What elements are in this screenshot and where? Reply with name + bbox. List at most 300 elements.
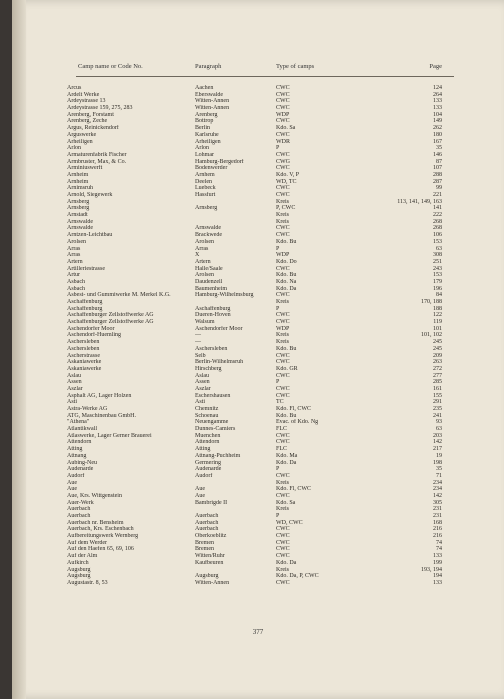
camp-name-cell: Atting	[67, 446, 83, 453]
paragraph-cell: Arnsberg	[195, 205, 218, 212]
camp-type-cell: CWC	[276, 265, 290, 272]
paragraph-cell: Selb	[195, 352, 206, 359]
page-cell: 235	[433, 406, 442, 412]
page-cell: 291	[433, 399, 442, 406]
camp-name-cell: Arnsberg	[67, 205, 90, 212]
table-row	[12, 580, 504, 587]
table-row	[12, 179, 504, 186]
page-cell: 234	[433, 486, 442, 493]
table-row	[12, 513, 504, 520]
page-cell: 285	[433, 379, 442, 386]
camp-type-cell: P, CWC	[276, 205, 296, 212]
paragraph-cell: Brackwede	[195, 232, 222, 239]
camp-type-cell: WDP	[276, 325, 290, 332]
table-row	[12, 560, 504, 567]
camp-name-cell: Aschersleben	[67, 345, 100, 352]
paragraph-cell: Bottrop	[195, 118, 214, 125]
table-row	[12, 546, 504, 553]
camp-name-cell: Auerbach, Krs. Eschenbach	[67, 526, 134, 533]
page-cell: 272	[433, 365, 442, 372]
paragraph-cell: Arlon	[195, 145, 209, 152]
table-row	[12, 159, 504, 166]
page-cell: 194	[433, 573, 442, 580]
paragraph-cell: Assen	[195, 379, 210, 386]
table-row	[12, 272, 504, 279]
page-cell: 161	[433, 385, 442, 392]
page-cell: 93	[436, 419, 442, 426]
paragraph-cell: Daudenzell	[195, 278, 223, 285]
camp-type-cell: CWC	[276, 533, 290, 540]
paragraph-cell: Deelen	[195, 178, 212, 185]
table-row	[12, 306, 504, 313]
table-row	[12, 266, 504, 273]
page-cell: 107	[433, 165, 442, 172]
paragraph-cell: Aszlar	[195, 385, 211, 392]
camp-type-cell: CWC	[276, 372, 290, 379]
page-cell: 141	[433, 205, 442, 212]
camp-type-cell: CWC	[276, 292, 290, 299]
paragraph-cell: Aue	[195, 492, 205, 499]
page-cell: 180	[433, 131, 442, 138]
table-row	[12, 312, 504, 319]
camp-type-cell: CWC	[276, 232, 290, 239]
page-cell: 263	[433, 359, 442, 366]
camp-name-cell: Assen	[67, 379, 82, 386]
camp-name-cell: Ascherstrasse	[67, 352, 100, 359]
camp-type-cell: Kdo. Bu	[276, 412, 297, 419]
table-row	[12, 239, 504, 246]
table-row	[12, 172, 504, 179]
page-cell: 63	[436, 245, 442, 252]
camp-name-cell: Argus, Reinickendorf	[67, 125, 119, 132]
page-cell: 305	[433, 499, 442, 506]
camp-name-cell: Augsburg	[67, 566, 91, 573]
table-row	[12, 332, 504, 339]
camp-type-cell: CWC	[276, 352, 290, 359]
table-row	[12, 413, 504, 420]
page-cell: 155	[433, 392, 442, 399]
document-page	[12, 0, 504, 699]
camp-type-cell: Kdo. Sa	[276, 125, 296, 132]
paragraph-cell: Arheiligen	[195, 138, 221, 145]
header-camp-name: Camp name or Code No.	[78, 63, 143, 70]
camp-type-cell: CWC	[276, 312, 290, 319]
camp-name-cell: Ardelt Werke	[67, 91, 100, 98]
paragraph-cell: Aslau	[195, 372, 209, 379]
page-cell: 19	[436, 452, 442, 459]
page-cell: 146	[433, 151, 442, 158]
paragraph-cell: Bremen	[195, 539, 214, 546]
paragraph-cell: Arolsen	[195, 238, 214, 245]
table-row	[12, 480, 504, 487]
camp-type-cell: CWC	[276, 553, 290, 560]
camp-name-cell: Arguswerke	[67, 131, 97, 138]
camp-type-cell: TC	[276, 399, 284, 406]
page-cell: 277	[433, 372, 442, 379]
table-row	[12, 373, 504, 380]
table-row	[12, 500, 504, 507]
table-row	[12, 520, 504, 527]
paragraph-cell: Luebeck	[195, 185, 216, 192]
page-cell: 222	[433, 212, 442, 219]
header-type-of-camps: Type of camps	[276, 63, 315, 70]
camp-name-cell: Arenberg, Forstamt	[67, 111, 114, 118]
paragraph-cell: Auerbach	[195, 519, 219, 526]
camp-type-cell: Kdo. Bu	[276, 272, 297, 279]
camp-name-cell: Astra-Werke AG	[67, 406, 108, 412]
table-row	[12, 353, 504, 360]
camp-name-cell: Arminiuswerft	[67, 165, 103, 172]
page-cell: 262	[433, 125, 442, 132]
paragraph-cell: Aue	[195, 486, 205, 493]
camp-name-cell: Audorf	[67, 472, 85, 479]
camp-name-cell: Arnswalde	[67, 225, 93, 232]
table-row	[12, 326, 504, 333]
table-row	[12, 366, 504, 373]
paragraph-cell: Auerbach	[195, 513, 219, 519]
camp-name-cell: Arolsen	[67, 238, 86, 245]
camp-type-cell: Kdo. Fl, CWC	[276, 486, 312, 493]
page-cell: 63	[436, 426, 442, 433]
table-row	[12, 466, 504, 473]
camp-name-cell: Arlon	[67, 145, 81, 152]
page-cell: 245	[433, 339, 442, 346]
table-row	[12, 132, 504, 139]
paragraph-cell: Oberkoeblitz	[195, 533, 227, 540]
camp-type-cell: CWC	[276, 91, 290, 98]
camp-type-cell: Kdo. Do	[276, 258, 297, 265]
table-row	[12, 433, 504, 440]
paragraph-cell: Witten-Annen	[195, 98, 230, 105]
camp-name-cell: Aschaffenburger Zellstoffwerke AG	[67, 312, 154, 319]
camp-name-cell: Asbach	[67, 285, 85, 292]
page-cell: 179	[433, 278, 442, 285]
table-row	[12, 460, 504, 467]
page-cell: 133	[433, 98, 442, 105]
table-row	[12, 145, 504, 152]
paragraph-cell: Arenberg	[195, 111, 218, 118]
camp-name-cell: Ardeystrasse 159, 275, 283	[67, 105, 133, 112]
paragraph-cell: Witten/Ruhr	[195, 553, 225, 560]
page-cell: 104	[433, 111, 442, 118]
paragraph-cell: Arolsen	[195, 272, 214, 279]
camp-name-cell: Aue	[67, 479, 77, 486]
page-cell: 133	[433, 105, 442, 112]
camp-name-cell: Arnheim	[67, 178, 89, 185]
camp-name-cell: Arnheim	[67, 171, 89, 178]
table-row	[12, 292, 504, 299]
camp-name-cell: Aschaffenburger Zellstoffwerke AG	[67, 319, 154, 326]
camp-type-cell: CWC	[276, 539, 290, 546]
paragraph-cell: Arnhem	[195, 171, 215, 178]
camp-type-cell: CWC	[276, 85, 290, 91]
table-row	[12, 279, 504, 286]
camp-type-cell: P	[276, 379, 280, 386]
camp-name-cell: Attendorn	[67, 439, 92, 446]
camp-type-cell: Kdo. Ma	[276, 452, 298, 459]
camp-type-cell: CWC	[276, 385, 290, 392]
paragraph-cell: Augsburg	[195, 573, 219, 580]
page-cell: 216	[433, 526, 442, 533]
page-cell: 308	[433, 252, 442, 259]
paragraph-cell: Schoenau	[195, 412, 219, 419]
camp-type-cell: Kdo. V, P	[276, 171, 300, 178]
header-page: Page	[429, 63, 442, 70]
paragraph-cell: Berlin-Wilhelmsruh	[195, 359, 244, 366]
camp-type-cell: WD, TC	[276, 178, 297, 185]
camp-name-cell: Aue, Krs. Wittgenstein	[67, 492, 122, 499]
paragraph-cell: Berlin	[195, 125, 210, 132]
page-cell: 101, 102	[421, 332, 442, 339]
table-row	[12, 540, 504, 547]
table-row	[12, 393, 504, 400]
page-number: 377	[252, 628, 264, 636]
table-row	[12, 346, 504, 353]
paragraph-cell: Atting	[195, 446, 211, 453]
table-row	[12, 446, 504, 453]
camp-type-cell: Kdo. Da	[276, 559, 297, 566]
page-cell: 170, 188	[421, 299, 442, 305]
camp-type-cell: Kreis	[276, 479, 289, 486]
page-cell: 243	[433, 265, 442, 272]
table-row	[12, 125, 504, 132]
camp-type-cell: Kdo. Na	[276, 278, 297, 285]
camp-name-cell: Aslau	[67, 372, 81, 379]
camp-type-cell: CWC	[276, 151, 290, 158]
index-table	[12, 85, 504, 587]
camp-type-cell: Kdo. GR	[276, 365, 298, 372]
paragraph-cell: Audenarde	[195, 466, 222, 473]
camp-name-cell: Aschendorfer Moor	[67, 325, 115, 332]
camp-type-cell: Kdo. Da, P, CWC	[276, 573, 319, 580]
camp-name-cell: Aubing-Neu	[67, 459, 97, 466]
paragraph-cell: —	[195, 332, 201, 339]
camp-type-cell: Kreis	[276, 198, 289, 205]
table-row	[12, 165, 504, 172]
page-cell: 231	[433, 513, 442, 519]
camp-type-cell: Kdo. Da	[276, 285, 297, 292]
camp-type-cell: CWC	[276, 185, 290, 192]
table-row	[12, 553, 504, 560]
table-row	[12, 118, 504, 125]
camp-type-cell: Kdo. Da	[276, 459, 297, 466]
page-cell: 119	[433, 319, 442, 326]
camp-type-cell: Kdo. Bu	[276, 238, 297, 245]
table-row	[12, 212, 504, 219]
page-cell: 106	[433, 232, 442, 239]
paragraph-cell: Chemnitz	[195, 406, 219, 412]
page-cell: 188	[433, 305, 442, 312]
page-cell: 203	[433, 432, 442, 439]
camp-name-cell: "Athena"	[67, 419, 90, 426]
page-cell: 99	[436, 185, 442, 192]
page-cell: 198	[433, 459, 442, 466]
camp-name-cell: Aufkirch	[67, 559, 89, 566]
paragraph-cell: Bodenwerder	[195, 165, 228, 172]
page-cell: 71	[436, 472, 442, 479]
page-cell: 168	[433, 519, 442, 526]
camp-name-cell: Arenberg, Zeche	[67, 118, 108, 125]
table-row	[12, 379, 504, 386]
camp-name-cell: Arnsberg	[67, 198, 90, 205]
camp-name-cell: Auf dem Werder	[67, 539, 108, 546]
camp-name-cell: Atlantikwall	[67, 426, 97, 433]
camp-name-cell: Auf der Alm	[67, 553, 98, 560]
page-cell: 74	[436, 539, 442, 546]
table-row	[12, 533, 504, 540]
camp-name-cell: Augsburg	[67, 573, 91, 580]
camp-name-cell: Arnstadt	[67, 212, 88, 219]
table-row	[12, 252, 504, 259]
page-cell: 196	[433, 285, 442, 292]
paragraph-cell: Neuengamme	[195, 419, 229, 426]
page-cell: 288	[433, 171, 442, 178]
camp-type-cell: WD, CWC	[276, 519, 303, 526]
camp-type-cell: Kreis	[276, 218, 289, 225]
camp-type-cell: CWC	[276, 492, 290, 499]
paragraph-cell: Kaufbeuren	[195, 559, 224, 566]
camp-name-cell: Arnswalde	[67, 218, 93, 225]
paragraph-cell: Eberswalde	[195, 91, 223, 98]
camp-type-cell: Kreis	[276, 212, 289, 219]
page-cell: 217	[433, 446, 442, 453]
paragraph-cell: Halle/Saale	[195, 265, 223, 272]
camp-name-cell: Asbach	[67, 278, 85, 285]
camp-type-cell: P	[276, 145, 280, 152]
table-row	[12, 246, 504, 253]
camp-type-cell: Kdo. Bu	[276, 345, 297, 352]
page-cell: 87	[436, 158, 442, 165]
camp-type-cell: CWC	[276, 118, 290, 125]
paragraph-cell: Germering	[195, 459, 221, 466]
camp-name-cell: Aschendorf-Huemling	[67, 332, 121, 339]
table-row	[12, 225, 504, 232]
camp-name-cell: Asbest- und Gummiwerke M. Merkel K.G.	[67, 292, 171, 299]
camp-name-cell: Artur	[67, 272, 80, 279]
paragraph-cell: Hamburg-Wilhelmsburg	[195, 292, 254, 299]
table-row	[12, 105, 504, 112]
table-row	[12, 219, 504, 226]
header-rule	[76, 76, 454, 77]
camp-type-cell: Kreis	[276, 506, 289, 513]
page-cell: 287	[433, 178, 442, 185]
camp-type-cell: CWC	[276, 392, 290, 399]
table-row	[12, 419, 504, 426]
table-row	[12, 453, 504, 460]
camp-name-cell: Aszlar	[67, 385, 83, 392]
table-row	[12, 359, 504, 366]
page-cell: 209	[433, 352, 442, 359]
table-row	[12, 85, 504, 92]
table-row	[12, 426, 504, 433]
page-cell: 84	[436, 292, 442, 299]
camp-name-cell: Artern	[67, 258, 83, 265]
camp-name-cell: Aschaffenburg	[67, 305, 103, 312]
page-cell: 124	[433, 85, 442, 91]
page-cell: 153	[433, 238, 442, 245]
paragraph-cell: Arnswalde	[195, 225, 221, 232]
table-row	[12, 139, 504, 146]
page-cell: 241	[433, 412, 442, 419]
camp-type-cell: CWC	[276, 546, 290, 553]
page-cell: 133	[433, 579, 442, 586]
camp-type-cell: Kreis	[276, 299, 289, 305]
camp-type-cell: CWC	[276, 439, 290, 446]
page-cell: 122	[433, 312, 442, 319]
camp-type-cell: CWC	[276, 98, 290, 105]
paragraph-cell: Aachen	[195, 85, 214, 91]
header-paragraph: Paragraph	[195, 63, 222, 70]
paragraph-cell: Arras	[195, 245, 209, 252]
camp-type-cell: CWC	[276, 432, 290, 439]
page-cell: 268	[433, 225, 442, 232]
camp-type-cell: CWC	[276, 359, 290, 366]
page-cell: 199	[433, 559, 442, 566]
camp-type-cell: FLC	[276, 446, 288, 453]
paragraph-cell: Asti	[195, 399, 206, 406]
camp-type-cell: CWC	[276, 225, 290, 232]
camp-name-cell: Arras	[67, 245, 81, 252]
page-cell: 216	[433, 533, 442, 540]
table-row	[12, 112, 504, 119]
table-row	[12, 205, 504, 212]
camp-name-cell: Arcus	[67, 85, 82, 91]
paragraph-cell: Witten-Annen	[195, 579, 230, 586]
camp-name-cell: Asphalt AG, Lager Holzen	[67, 392, 132, 399]
camp-name-cell: Augustastr. 8, 53	[67, 579, 108, 586]
table-row	[12, 259, 504, 266]
camp-type-cell: P	[276, 466, 280, 473]
paragraph-cell: Aschendorfer Moor	[195, 325, 243, 332]
camp-type-cell: CWG	[276, 158, 290, 165]
camp-name-cell: Askaniawerke	[67, 359, 102, 366]
table-row	[12, 473, 504, 480]
camp-type-cell: P	[276, 305, 280, 312]
paragraph-cell: Auerbach	[195, 526, 219, 533]
paragraph-cell: Muenchen	[195, 432, 221, 439]
camp-name-cell: Asti	[67, 399, 78, 406]
camp-name-cell: Arras	[67, 252, 81, 259]
paragraph-cell: Lohmar	[195, 151, 214, 158]
page-cell: 142	[433, 439, 442, 446]
paragraph-cell: Walsum	[195, 319, 215, 326]
camp-type-cell: CWC	[276, 131, 290, 138]
camp-name-cell: Aschaffenburg	[67, 299, 103, 305]
page-cell: 142	[433, 492, 442, 499]
camp-type-cell: Kdo. Sa	[276, 499, 296, 506]
paragraph-cell: Dunnes-Camiers	[195, 426, 236, 433]
paragraph-cell: Aschersleben	[195, 345, 228, 352]
page-cell: 149	[433, 118, 442, 125]
table-row	[12, 192, 504, 199]
table-row	[12, 386, 504, 393]
paragraph-cell: —	[195, 339, 201, 346]
camp-name-cell: Armaturenfabrik Fischer	[67, 151, 127, 158]
page-cell: 74	[436, 546, 442, 553]
page-cell: 264	[433, 91, 442, 98]
table-row	[12, 199, 504, 206]
camp-type-cell: WDR	[276, 138, 290, 145]
page-cell: 35	[436, 466, 442, 473]
camp-name-cell: Attnang	[67, 452, 87, 459]
camp-type-cell: WDP	[276, 111, 290, 118]
table-row	[12, 406, 504, 413]
table-row	[12, 493, 504, 500]
camp-type-cell: Evac. of Kdo. Ng	[276, 419, 319, 426]
table-row	[12, 567, 504, 574]
camp-name-cell: Atlaswerke, Lager Gerner Brauerei	[67, 432, 152, 439]
camp-name-cell: Artilleriestrasse	[67, 265, 105, 272]
